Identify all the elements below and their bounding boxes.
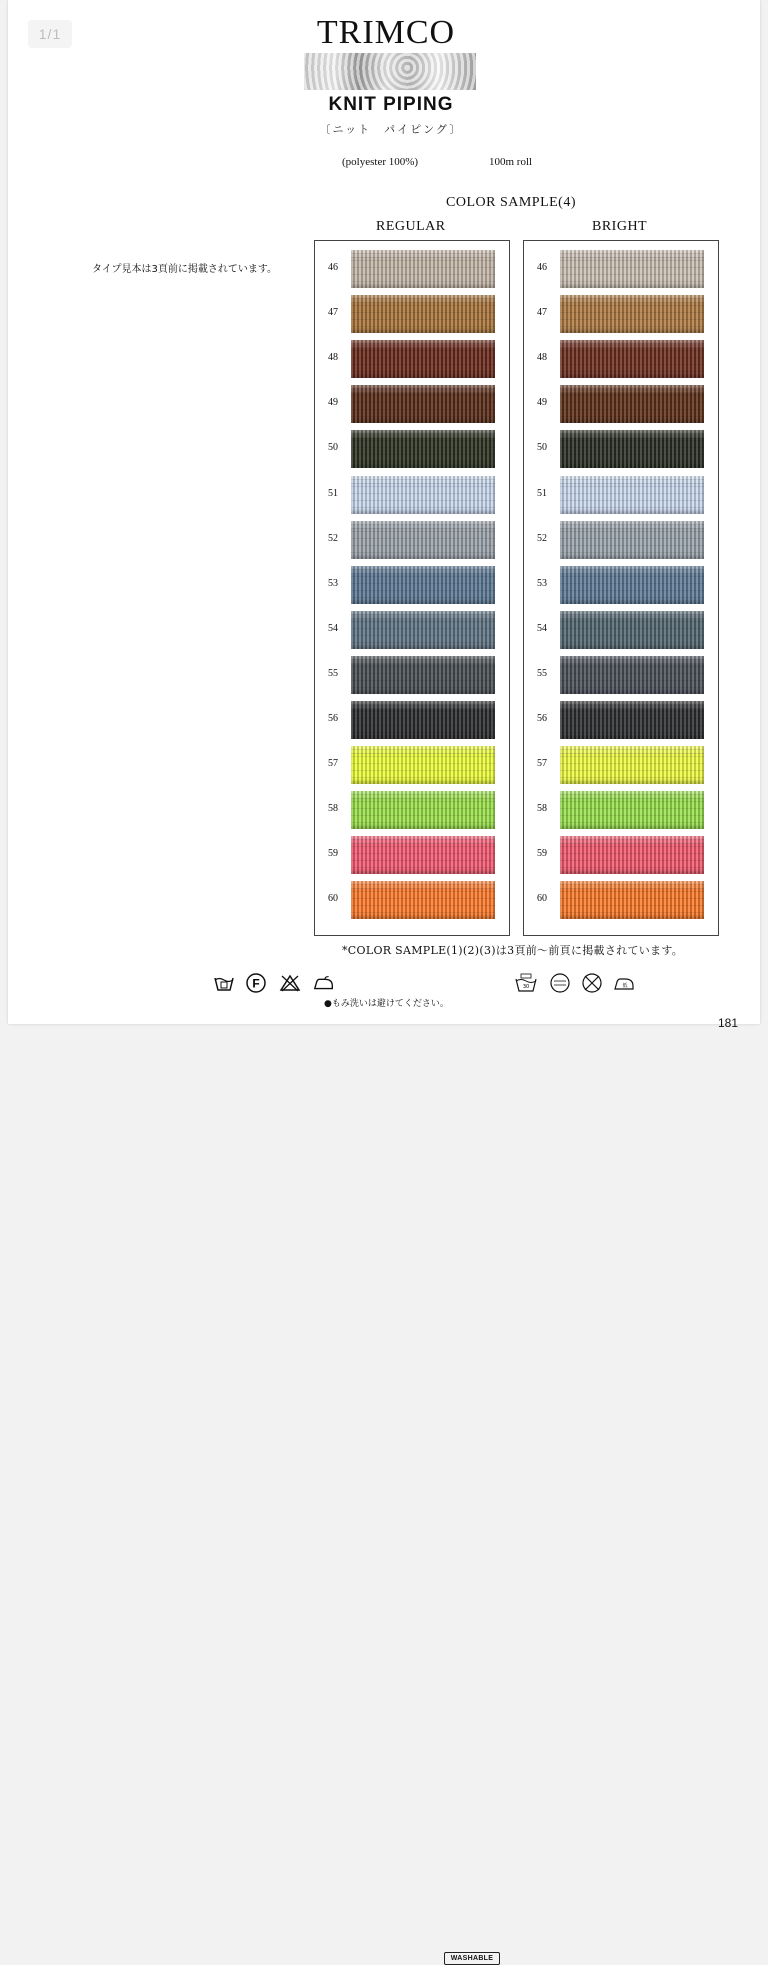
- swatch-number: 55: [537, 667, 547, 679]
- document-page: [8, 0, 760, 1962]
- swatch-number: 59: [328, 848, 338, 860]
- brand-logo: TRIMCO: [316, 14, 456, 51]
- no-bleach-icon: [278, 972, 302, 994]
- swatch-number: 50: [537, 442, 547, 454]
- swatch-number: 46: [537, 262, 547, 273]
- swatch-row: [524, 338, 718, 378]
- swatch-number: 56: [537, 713, 547, 724]
- swatch-row: [315, 699, 509, 739]
- swatch-row: [524, 293, 718, 333]
- color-swatch: [351, 746, 495, 784]
- color-swatch: [560, 476, 704, 514]
- color-swatch: [351, 521, 495, 559]
- swatch-number: 51: [328, 487, 338, 499]
- swatch-number: 60: [537, 893, 547, 905]
- swatch-row: [315, 654, 509, 694]
- color-swatch: [351, 566, 495, 604]
- swatch-row: [524, 834, 718, 874]
- swatch-panel-bright: [523, 240, 719, 936]
- color-swatch: [351, 881, 495, 919]
- swatch-row: [524, 744, 718, 784]
- color-swatch: [560, 656, 704, 694]
- swatch-row: [315, 338, 509, 378]
- color-swatch: [560, 385, 704, 423]
- color-swatch: [560, 566, 704, 604]
- swatch-number: 47: [537, 307, 547, 319]
- swatch-number: 55: [328, 667, 338, 679]
- dry-clean-f-icon: [244, 972, 268, 994]
- page-counter: 1/1: [28, 20, 72, 48]
- swatch-panel-regular: [314, 240, 510, 936]
- color-swatch: [560, 250, 704, 288]
- svg-text:低: 低: [622, 983, 628, 989]
- swatch-number: 48: [328, 352, 338, 364]
- swatch-row: [524, 789, 718, 829]
- swatch-row: [524, 609, 718, 649]
- swatch-number: 58: [328, 803, 338, 815]
- swatch-row: [315, 428, 509, 468]
- swatch-row: [524, 383, 718, 423]
- hand-wash-icon: [514, 972, 538, 994]
- swatch-row: [315, 474, 509, 514]
- swatch-number: 52: [537, 532, 547, 544]
- swatch-row: [524, 248, 718, 288]
- swatch-number: 60: [328, 893, 338, 905]
- color-swatch: [560, 611, 704, 649]
- color-swatch: [560, 430, 704, 468]
- swatch-row: [315, 519, 509, 559]
- color-swatch: [560, 295, 704, 333]
- tumble-dry-icon: [548, 972, 572, 994]
- swatch-number: 49: [537, 397, 547, 409]
- swatch-row: [315, 293, 509, 333]
- product-title: KNIT PIPING: [328, 94, 454, 115]
- swatch-row: [524, 564, 718, 604]
- color-swatch: [351, 295, 495, 333]
- svg-text:F: F: [252, 976, 260, 991]
- swatch-row: [315, 789, 509, 829]
- swatch-row: [524, 519, 718, 559]
- color-swatch: [560, 521, 704, 559]
- swatch-row: [315, 879, 509, 919]
- no-wring-icon: [580, 972, 604, 994]
- swatch-number: 54: [537, 622, 547, 634]
- swatch-row: [315, 744, 509, 784]
- color-swatch: [560, 791, 704, 829]
- swatch-number: 58: [537, 803, 547, 815]
- product-subtitle: 〔ニット パイピング〕: [319, 123, 463, 136]
- color-swatch: [351, 791, 495, 829]
- swatch-number: 48: [537, 352, 547, 364]
- page-number: 181: [718, 1016, 739, 1030]
- section-title: COLOR SAMPLE(4): [446, 195, 577, 210]
- swatch-number: 57: [328, 758, 338, 770]
- color-swatch: [560, 746, 704, 784]
- color-swatch: [351, 340, 495, 378]
- swatch-number: 51: [537, 487, 547, 499]
- swatch-number: 53: [537, 577, 547, 589]
- swatch-row: [524, 879, 718, 919]
- color-swatch: [351, 836, 495, 874]
- svg-text:30: 30: [522, 984, 530, 990]
- color-swatch: [560, 340, 704, 378]
- footnote: *COLOR SAMPLE(1)(2)(3)は3頁前〜前頁に掲載されています。: [342, 944, 684, 957]
- swatch-row: [524, 474, 718, 514]
- material-spec: (polyester 100%): [342, 156, 419, 168]
- column-title-regular: REGULAR: [376, 219, 446, 234]
- color-swatch: [560, 881, 704, 919]
- swatch-number: 56: [328, 713, 338, 724]
- swatch-row: [315, 248, 509, 288]
- wash-tub-icon: [212, 972, 236, 994]
- swatch-row: [315, 609, 509, 649]
- swatch-row: [524, 699, 718, 739]
- color-swatch: [351, 611, 495, 649]
- color-swatch: [351, 701, 495, 739]
- color-swatch: [560, 701, 704, 739]
- swatch-number: 57: [537, 758, 547, 770]
- color-swatch: [351, 430, 495, 468]
- swatch-number: 59: [537, 848, 547, 860]
- swatch-row: [315, 383, 509, 423]
- color-swatch: [351, 250, 495, 288]
- swatch-number: 47: [328, 307, 338, 319]
- swatch-number: 46: [328, 262, 338, 273]
- swatch-number: 50: [328, 442, 338, 454]
- swatch-row: [315, 834, 509, 874]
- swatch-row: [524, 654, 718, 694]
- swatch-number: 53: [328, 577, 338, 589]
- swatch-row: [524, 428, 718, 468]
- side-note: タイプ見本は3頁前に掲載されています。: [92, 264, 278, 275]
- washable-badge: WASHABLE: [444, 1952, 500, 1965]
- iron-icon: [312, 972, 336, 994]
- swatch-row: [315, 564, 509, 604]
- column-title-bright: BRIGHT: [592, 219, 648, 234]
- color-swatch: [560, 836, 704, 874]
- swatch-number: 52: [328, 532, 338, 544]
- color-swatch: [351, 385, 495, 423]
- brand-photo: [304, 53, 476, 90]
- color-swatch: [351, 476, 495, 514]
- iron-low-icon: [612, 972, 636, 994]
- color-swatch: [351, 656, 495, 694]
- swatch-number: 49: [328, 397, 338, 409]
- swatch-number: 54: [328, 622, 338, 634]
- care-note: ●もみ洗いは避けてください。: [324, 999, 449, 1009]
- roll-spec: 100m roll: [489, 156, 533, 168]
